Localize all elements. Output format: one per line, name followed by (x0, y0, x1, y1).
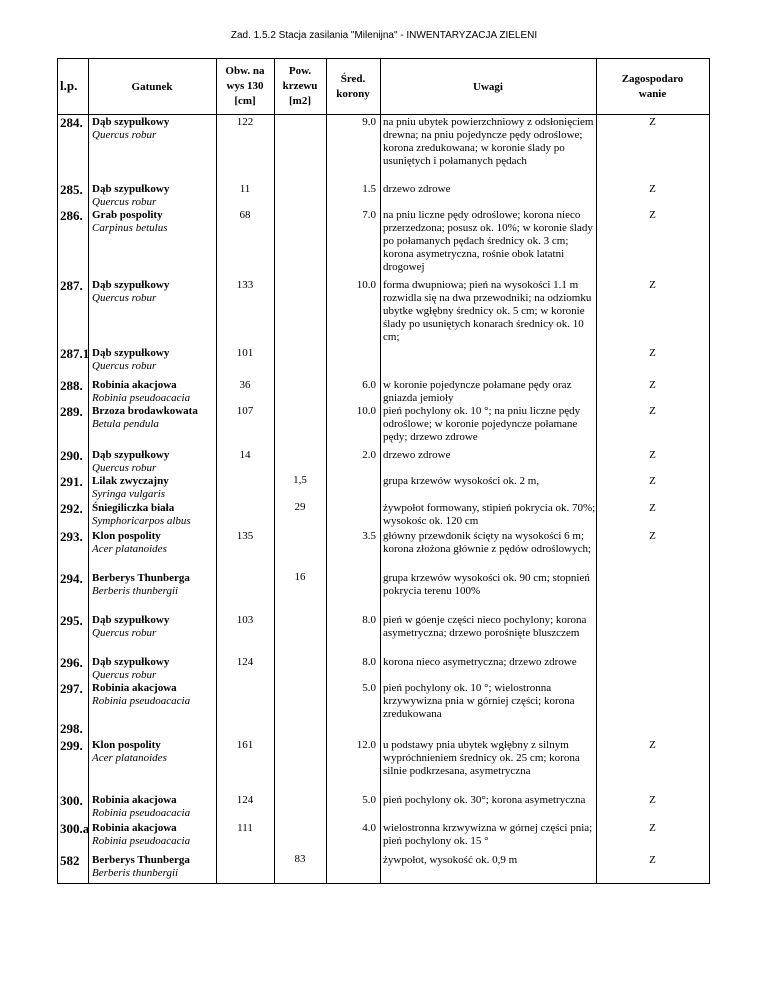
row-lp: 296. (60, 655, 83, 670)
circumference-value: 68 (239, 209, 251, 221)
species-latin: Carpinus betulus (92, 222, 168, 234)
species-latin: Acer platanoides (92, 543, 167, 555)
species-name: Grab pospolity (92, 209, 163, 221)
shrub-area-value: 1,5 (293, 474, 307, 486)
shrub-area-value: 16 (294, 571, 306, 583)
crown-diameter-value: 12.0 (356, 739, 376, 751)
remarks-text: grupa krzewów wysokości ok. 90 cm; stopnień pokrycia terenu 100% (383, 572, 590, 597)
row-lp: 300.a (60, 821, 90, 836)
crown-diameter-value: 7.0 (362, 209, 376, 221)
species-name: Dąb szypułkowy (92, 183, 170, 195)
row-lp: 291. (60, 474, 83, 489)
crown-diameter-value: 4.0 (362, 822, 376, 834)
management-value: Z (649, 530, 656, 542)
col-obw-header: Obw. na wys 130 [cm] (225, 65, 265, 107)
row-lp: 286. (60, 208, 83, 223)
species-latin: Quercus robur (92, 360, 157, 372)
col-gatunek-header: Gatunek (131, 81, 173, 93)
species-name: Dąb szypułkowy (92, 656, 170, 668)
remarks-text: żywpołot formowany, stipień pokrycia ok. 70%; wysokośc ok. 120 cm (383, 502, 596, 527)
species-latin: Quercus robur (92, 669, 157, 681)
crown-diameter-value: 5.0 (362, 682, 376, 694)
species-name: Dąb szypułkowy (92, 347, 170, 359)
species-latin: Robinia pseudoacacia (92, 392, 191, 404)
col-lp-header: l.p. (60, 78, 78, 93)
circumference-value: 111 (237, 822, 253, 834)
species-name: Dąb szypułkowy (92, 116, 170, 128)
row-lp: 293. (60, 529, 83, 544)
document-header: Zad. 1.5.2 Stacja zasilania "Milenijna" - INWENTARYZACJA ZIELENI (230, 30, 538, 41)
col-uwagi-header: Uwagi (473, 81, 503, 93)
shrub-area-value: 29 (294, 501, 306, 513)
row-lp: 285. (60, 182, 83, 197)
crown-diameter-value: 9.0 (362, 116, 376, 128)
species-name: Robinia akacjowa (92, 822, 177, 834)
remarks-text: pień pochylony ok. 10 °; na pniu liczne pędy odroślowe; w koronie pojedyncze połamane pędy; drzewo zdrowe (383, 405, 581, 443)
circumference-value: 101 (236, 347, 254, 359)
species-latin: Robinia pseudoacacia (92, 807, 191, 819)
species-name: Berberys Thunberga (92, 572, 190, 584)
row-lp: 292. (60, 501, 83, 516)
crown-diameter-value: 10.0 (356, 279, 376, 291)
row-lp: 287. (60, 278, 83, 293)
circumference-value: 36 (239, 379, 251, 391)
management-value: Z (649, 794, 656, 806)
row-lp: 294. (60, 571, 83, 586)
management-value: Z (649, 379, 656, 391)
row-lp: 290. (60, 448, 83, 463)
remarks-text: forma dwupniowa; pień na wysokości 1.1 m rozwidla się na dwa przewodniki; na odziomku ubytke wgłębny średnicy ok. 5 cm; w koronie ślady po usuniętych konarach średnicy ok. 10 cm; (383, 279, 592, 343)
col-sred-header: Śred. korony (336, 73, 370, 100)
species-latin: Robinia pseudoacacia (92, 835, 191, 847)
species-name: Lilak zwyczajny (92, 475, 169, 487)
circumference-value: 124 (236, 656, 254, 668)
remarks-text: żywpołot, wysokość ok. 0,9 m (383, 854, 518, 866)
crown-diameter-value: 3.5 (362, 530, 376, 542)
row-lp: 297. (60, 681, 83, 696)
species-latin: Syringa vulgaris (92, 488, 166, 500)
row-lp: 582 (60, 853, 80, 868)
species-latin: Berberis thunbergii (92, 867, 179, 879)
crown-diameter-value: 8.0 (362, 656, 376, 668)
circumference-value: 103 (236, 614, 254, 626)
col-zag-header: Zagospodaro wanie (621, 73, 684, 100)
species-latin: Quercus robur (92, 129, 157, 141)
row-lp: 298. (60, 721, 83, 736)
management-value: Z (649, 854, 656, 866)
crown-diameter-value: 1.5 (362, 183, 376, 195)
species-latin: Symphoricarpos albus (92, 515, 191, 527)
management-value: Z (649, 347, 656, 359)
species-latin: Quercus robur (92, 627, 157, 639)
species-latin: Quercus robur (92, 292, 157, 304)
species-name: Berberys Thunberga (92, 854, 190, 866)
remarks-text: drzewo zdrowe (383, 183, 451, 195)
row-lp: 289. (60, 404, 83, 419)
species-latin: Betula pendula (92, 418, 159, 430)
col-pow-header: Pow. krzewu [m2] (282, 65, 318, 107)
circumference-value: 124 (236, 794, 254, 806)
remarks-text: pień pochylony ok. 30°; korona asymetryczna (383, 794, 586, 806)
species-latin: Robinia pseudoacacia (92, 695, 191, 707)
remarks-text: na pniu liczne pędy odroślowe; korona nieco przerzedzona; posusz ok. 10%; w koronie ślady po połamanych pędach średnicy ok. 3 cm; korona asymetryczna, rośnie obok latatni drogowej (383, 209, 593, 273)
management-value: Z (649, 475, 656, 487)
management-value: Z (649, 822, 656, 834)
management-value: Z (649, 209, 656, 221)
species-latin: Quercus robur (92, 196, 157, 208)
row-lp: 288. (60, 378, 83, 393)
circumference-value: 122 (236, 116, 254, 128)
row-lp: 295. (60, 613, 83, 628)
circumference-value: 161 (236, 739, 254, 751)
remarks-text: korona nieco asymetryczna; drzewo zdrowe (383, 656, 577, 668)
species-name: Dąb szypułkowy (92, 449, 170, 461)
management-value: Z (649, 279, 656, 291)
crown-diameter-value: 8.0 (362, 614, 376, 626)
species-name: Robinia akacjowa (92, 682, 177, 694)
remarks-text: wielostronna krzwywizna w górnej części pnia; pień pochylony ok. 15 ° (383, 822, 593, 847)
crown-diameter-value: 5.0 (362, 794, 376, 806)
row-lp: 299. (60, 738, 83, 753)
management-value: Z (649, 502, 656, 514)
circumference-value: 11 (239, 183, 251, 195)
species-latin: Quercus robur (92, 462, 157, 474)
species-latin: Acer platanoides (92, 752, 167, 764)
remarks-text: u podstawy pnia ubytek wgłębny z silnym wypróchnieniem średnicy ok. 25 cm; korona silnie podkrzesana, asymetryczna (383, 739, 580, 777)
row-lp: 287.1 (60, 346, 90, 361)
species-name: Robinia akacjowa (92, 379, 177, 391)
species-name: Klon pospolity (92, 739, 161, 751)
remarks-text: na pniu ubytek powierzchniowy z odsłonięciem drewna; na pniu pojedyncze pędy odroślowe; korona zredukowana; w koronie ślady po usuniętych i połamanych pędach (383, 116, 594, 167)
species-latin: Berberis thunbergii (92, 585, 179, 597)
management-value: Z (649, 449, 656, 461)
species-name: Klon pospolity (92, 530, 161, 542)
remarks-text: główny przewdonik ścięty na wysokości 6 m; korona złożona głównie z pędów odroślowych; (383, 530, 592, 555)
remarks-text: drzewo zdrowe (383, 449, 451, 461)
management-value: Z (649, 405, 656, 417)
circumference-value: 14 (239, 449, 251, 461)
species-name: Robinia akacjowa (92, 794, 177, 806)
circumference-value: 133 (236, 279, 254, 291)
remarks-text: pień w góenje części nieco pochylony; korona asymetryczna; drzewo porośnięte bluszczem (383, 614, 587, 639)
management-value: Z (649, 739, 656, 751)
species-name: Dąb szypułkowy (92, 279, 170, 291)
row-lp: 284. (60, 115, 83, 130)
remarks-text: w koronie pojedyncze połamane pędy oraz gniazda jemioły (383, 379, 572, 404)
species-name: Brzoza brodawkowata (92, 405, 198, 417)
remarks-text: pień pochylony ok. 10 °; wielostronna krzywywizna pnia w górniej części; korona zredukowana (383, 682, 575, 720)
remarks-text: grupa krzewów wysokości ok. 2 m, (383, 475, 540, 487)
management-value: Z (649, 116, 656, 128)
shrub-area-value: 83 (294, 853, 306, 865)
crown-diameter-value: 6.0 (362, 379, 376, 391)
row-lp: 300. (60, 793, 83, 808)
management-value: Z (649, 183, 656, 195)
crown-diameter-value: 2.0 (362, 449, 376, 461)
species-name: Dąb szypułkowy (92, 614, 170, 626)
circumference-value: 107 (236, 405, 254, 417)
species-name: Śniegiliczka biała (92, 502, 175, 514)
circumference-value: 135 (236, 530, 254, 542)
crown-diameter-value: 10.0 (356, 405, 376, 417)
